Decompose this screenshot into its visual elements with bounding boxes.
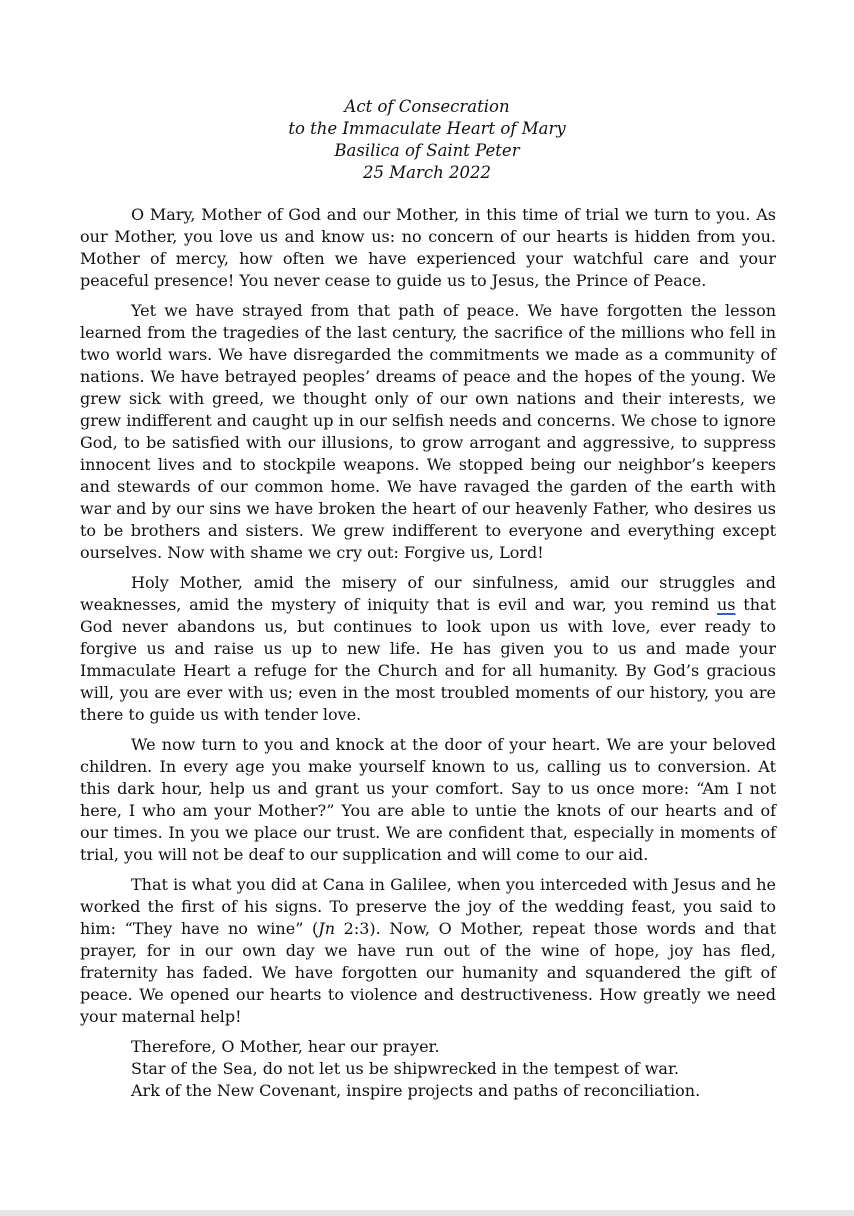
spelling-flag-word[interactable]: us — [717, 595, 736, 614]
closing-invocations — [131, 1036, 776, 1102]
paragraph-3-part-1: Holy Mother, amid the misery of our sinfulness, amid our struggles and weaknesses, amid the mystery of iniquity that is evil and war, you remind — [80, 573, 776, 614]
closing-line-3: Ark of the New Covenant, inspire projects and paths of reconciliation. — [131, 1081, 701, 1100]
closing-line-2: Star of the Sea, do not let us be shipwrecked in the tempest of war. — [131, 1059, 679, 1078]
paragraph-5-part-2: 2:3). Now, O Mother, repeat those words and that prayer, for in our own day we have run out of the wine of hope, joy has fled, fraternity has faded. We have forgotten our humanity and squandered the gift of peace. We opened our hearts to violence and destructiveness. How greatly we need your maternal help! — [80, 919, 777, 1026]
page-bottom-edge — [0, 1210, 854, 1216]
paragraph-2: Yet we have strayed from that path of peace. We have forgotten the lesson learned from the tragedies of the last century, the sacrifice of the millions who fell in two world wars. We have disregarded the commitments we made as a community of nations. We have betrayed peoples’ dreams of peace and the hopes of the young. We grew sick with greed, we thought only of our own nations and their interests, we grew indifferent and caught up in our selfish needs and concerns. We chose to ignore God, to be satisfied with our illusions, to grow arrogant and aggressive, to suppress innocent lives and to stockpile weapons. We stopped being our neighbor’s keepers and stewards of our common home. We have ravaged the garden of the earth with war and by our sins we have broken the heart of our heavenly Father, who desires us to be brothers and sisters. We grew indifferent to everyone and everything except ourselves. Now with shame we cry out: Forgive us, Lord! — [80, 301, 776, 562]
document-body — [80, 204, 776, 1102]
paragraph-5 — [80, 874, 776, 1028]
scripture-reference: Jn — [318, 919, 336, 938]
title-line-1: Act of Consecration — [344, 97, 510, 116]
title-line-2: to the Immaculate Heart of Mary — [288, 119, 566, 138]
closing-line-1: Therefore, O Mother, hear our prayer. — [131, 1037, 440, 1056]
paragraph-4: We now turn to you and knock at the door of your heart. We are your beloved children. In every age you make yourself known to us, calling us to conversion. At this dark hour, help us and grant us your comfort. Say to us once more: “Am I not here, I who am your Mother?” You are able to untie the knots of our hearts and of our times. In you we place our trust. We are confident that, especially in moments of trial, you will not be deaf to our supplication and will come to our aid. — [80, 735, 776, 864]
paragraph-1: O Mary, Mother of God and our Mother, in this time of trial we turn to you. As our Mother, you love us and know us: no concern of our hearts is hidden from you. Mother of mercy, how often we have experienced your watchful care and your peaceful presence! You never cease to guide us to Jesus, the Prince of Peace. — [80, 205, 776, 290]
paragraph-3 — [80, 572, 776, 726]
paragraph-3-part-2: that God never abandons us, but continues to look upon us with love, ever ready to forgive us and raise us up to new life. He has given you to us and made your Immaculate Heart a refuge for the Church and for all humanity. By God’s gracious will, you are ever with us; even in the most troubled moments of our history, you are there to guide us with tender love. — [80, 595, 776, 724]
paragraph-5-part-1: That is what you did at Cana in Galilee, when you interceded with Jesus and he worked the first of his signs. To preserve the joy of the wedding feast, you said to him: “They have no wine” ( — [80, 875, 776, 938]
document-title — [0, 96, 854, 184]
title-line-4: 25 March 2022 — [363, 163, 491, 182]
title-line-3: Basilica of Saint Peter — [334, 141, 520, 160]
